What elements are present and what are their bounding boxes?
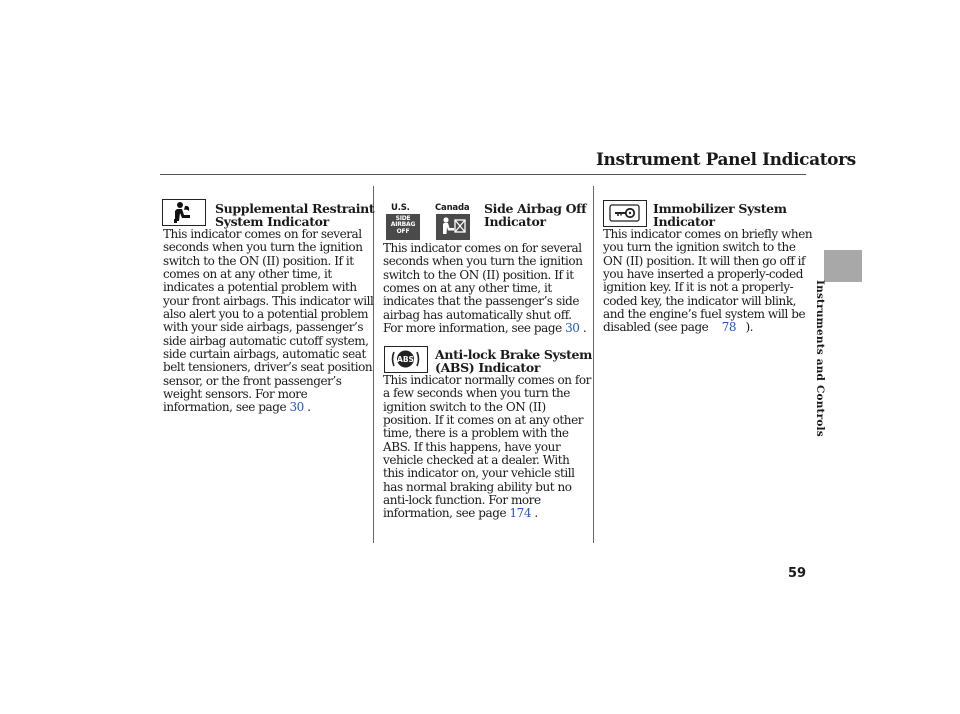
srs-heading: Supplemental Restraint System Indicator bbox=[215, 201, 375, 229]
immobilizer-heading: Immobilizer System Indicator bbox=[653, 201, 787, 229]
us-label: U.S. bbox=[391, 203, 410, 213]
side-airbag-off-section bbox=[383, 202, 595, 335]
side-airbag-off-body: This indicator comes on for several seconds when you turn the ignition switch to the ON (II) position. If it comes on at any other time, it indicates that the passenger’s side airbag has automatically shut off. For more information, see page 30 . bbox=[383, 241, 587, 336]
page-link-30[interactable]: 30 bbox=[289, 400, 304, 415]
abs-body: This indicator normally comes on for a few seconds when you turn the ignition switch to the ON (II) position. If it comes on at any other time, there is a problem with the ABS. If this happens, have your vehicle checked at a dealer. With this indicator on, your vehicle still has normal braking ability but no anti-lock function. For more information, see page 174 . bbox=[383, 373, 591, 521]
side-airbag-off-us-icon: SIDE AIRBAG OFF bbox=[386, 214, 420, 240]
page-link-174[interactable]: 174 bbox=[509, 506, 532, 521]
page-number: 59 bbox=[788, 566, 807, 581]
page-link-30[interactable]: 30 bbox=[565, 321, 580, 336]
srs-section bbox=[163, 202, 375, 415]
immobilizer-section bbox=[603, 202, 815, 335]
page-title: Instrument Panel Indicators bbox=[596, 150, 856, 170]
section-tab bbox=[824, 250, 862, 282]
abs-heading: Anti-lock Brake System (ABS) Indicator bbox=[435, 347, 593, 375]
immobilizer-body: This indicator comes on briefly when you turn the ignition switch to the ON (II) position. It will then go off if you have inserted a properly-coded ignition key. If it is not a properly- coded key, the indicator will blink, and the engine’s fuel system will be disabled (see page 78 ). bbox=[603, 227, 813, 335]
srs-body: This indicator comes on for several seconds when you turn the ignition switch to the ON (II) position. If it comes on at any other time, it indicates a potential problem with your front airbags. This indicator will also alert you to a potential problem with your side airbags, passenger’s side airbag automatic cutoff system, side curtain airbags, automatic seat belt tensioners, driver’s seat position sensor, or the front passenger’s weight sensors. For more information, see page 30 . bbox=[163, 227, 374, 415]
abs-section bbox=[383, 348, 595, 521]
title-divider bbox=[160, 174, 806, 175]
canada-label: Canada bbox=[435, 203, 470, 213]
page-link-78[interactable]: 78 bbox=[721, 320, 737, 335]
svg-text:ABS: ABS bbox=[397, 355, 414, 364]
side-airbag-off-heading: Side Airbag Off Indicator bbox=[484, 201, 587, 229]
